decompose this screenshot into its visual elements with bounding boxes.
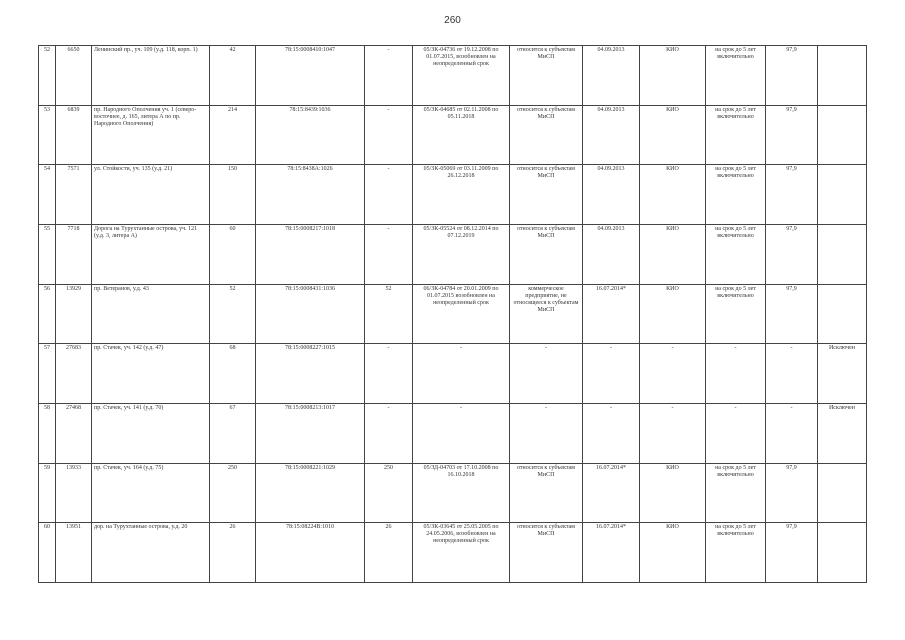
cell-term: - bbox=[706, 403, 766, 463]
cell-address: Дорога на Турухтанные острова, уч. 121 (у.д. 3, литера А) bbox=[92, 224, 210, 284]
cell-term: на срок до 5 лет включительно bbox=[706, 224, 766, 284]
cell-area: 250 bbox=[210, 463, 256, 523]
cell-address: ул. Стойкости, уч. 135 (у.д. 21) bbox=[92, 165, 210, 225]
cell-object-code: 7718 bbox=[56, 224, 92, 284]
cell-lease-contract: 05/ЗК-04685 от 02.11.2008 по 05.11.2018 bbox=[413, 105, 510, 165]
cell-note bbox=[818, 105, 867, 165]
cell-cadastral-number: 78:15:8439:1036 bbox=[256, 105, 365, 165]
cell-area: 68 bbox=[210, 344, 256, 404]
cell-row-number: 55 bbox=[39, 224, 56, 284]
cell-agency: КИО bbox=[640, 165, 706, 225]
cell-object-code: 6650 bbox=[56, 46, 92, 106]
cell-cadastral-number: 78:15:0008217:1018 bbox=[256, 224, 365, 284]
cell-leased-area: - bbox=[365, 344, 413, 404]
registry-table bbox=[38, 45, 867, 583]
cell-date: - bbox=[583, 403, 640, 463]
cell-tenant-status: относится к субъектам МиСП bbox=[510, 105, 583, 165]
cell-cadastral-number: 78:15:0008227:1015 bbox=[256, 344, 365, 404]
cell-area: 67 bbox=[210, 403, 256, 463]
cell-percent: 97,9 bbox=[766, 165, 818, 225]
cell-note: Исключен bbox=[818, 403, 867, 463]
table-row bbox=[39, 46, 867, 106]
cell-note bbox=[818, 224, 867, 284]
cell-area: 214 bbox=[210, 105, 256, 165]
cell-date: 04.09.2013 bbox=[583, 105, 640, 165]
cell-date: 04.09.2013 bbox=[583, 165, 640, 225]
cell-tenant-status: относится к субъектам МиСП bbox=[510, 523, 583, 583]
cell-cadastral-number: 78:15:0008221:1029 bbox=[256, 463, 365, 523]
cell-address: Ленинский пр., уч. 109 (у.д. 118, корп. 1) bbox=[92, 46, 210, 106]
cell-cadastral-number: 78:15:0008213:1017 bbox=[256, 403, 365, 463]
cell-leased-area: 250 bbox=[365, 463, 413, 523]
cell-cadastral-number: 78:15:8438А:1026 bbox=[256, 165, 365, 225]
cell-object-code: 27468 bbox=[56, 403, 92, 463]
cell-note bbox=[818, 46, 867, 106]
cell-note bbox=[818, 284, 867, 344]
table-row bbox=[39, 523, 867, 583]
cell-lease-contract: 06/ЗК-04784 от 20.01.2009 по 01.07.2015 возобновлен на неопределенный срок bbox=[413, 284, 510, 344]
cell-tenant-status: - bbox=[510, 344, 583, 404]
cell-tenant-status: относится к субъектам МиСП bbox=[510, 165, 583, 225]
cell-address: пр. Стачек, уч. 164 (у.д. 75) bbox=[92, 463, 210, 523]
cell-agency: КИО bbox=[640, 284, 706, 344]
cell-percent: 97,9 bbox=[766, 224, 818, 284]
cell-row-number: 54 bbox=[39, 165, 56, 225]
table-row bbox=[39, 224, 867, 284]
cell-date: 16.07.2014* bbox=[583, 523, 640, 583]
cell-percent: 97,9 bbox=[766, 105, 818, 165]
cell-leased-area: - bbox=[365, 403, 413, 463]
cell-object-code: 13929 bbox=[56, 284, 92, 344]
table-row bbox=[39, 165, 867, 225]
cell-address: пр. Стачек, уч. 141 (у.д. 70) bbox=[92, 403, 210, 463]
cell-term: на срок до 5 лет включительно bbox=[706, 105, 766, 165]
cell-row-number: 59 bbox=[39, 463, 56, 523]
cell-percent: - bbox=[766, 403, 818, 463]
cell-date: 16.07.2014* bbox=[583, 463, 640, 523]
cell-tenant-status: относится к субъектам МиСП bbox=[510, 463, 583, 523]
cell-lease-contract: 05/ЗД-04703 от 17.10.2008 по 16.10.2018 bbox=[413, 463, 510, 523]
cell-address: дор. на Турухтанные острова, у.д. 20 bbox=[92, 523, 210, 583]
cell-note bbox=[818, 523, 867, 583]
table-row bbox=[39, 284, 867, 344]
cell-percent: 97,9 bbox=[766, 284, 818, 344]
cell-object-code: 13933 bbox=[56, 463, 92, 523]
cell-lease-contract: 05/ЗК-04736 от 19.12.2008 по 01.07.2015, возобновлен на неопределенный срок bbox=[413, 46, 510, 106]
cell-address: пр. Стачек, уч. 142 (у.д. 47) bbox=[92, 344, 210, 404]
cell-agency: КИО bbox=[640, 46, 706, 106]
table-row bbox=[39, 463, 867, 523]
cell-object-code: 13951 bbox=[56, 523, 92, 583]
table-row bbox=[39, 105, 867, 165]
cell-agency: - bbox=[640, 344, 706, 404]
cell-date: 16.07.2014* bbox=[583, 284, 640, 344]
table-row bbox=[39, 344, 867, 404]
cell-lease-contract: - bbox=[413, 403, 510, 463]
cell-leased-area: - bbox=[365, 224, 413, 284]
cell-agency: - bbox=[640, 403, 706, 463]
cell-row-number: 60 bbox=[39, 523, 56, 583]
cell-note bbox=[818, 165, 867, 225]
cell-leased-area: - bbox=[365, 165, 413, 225]
cell-percent: - bbox=[766, 344, 818, 404]
cell-leased-area: - bbox=[365, 105, 413, 165]
cell-lease-contract: 05/ЗК-05069 от 03.11.2009 по 26.12.2018 bbox=[413, 165, 510, 225]
cell-leased-area: - bbox=[365, 46, 413, 106]
cell-tenant-status: относится к субъектам МиСП bbox=[510, 46, 583, 106]
cell-object-code: 6839 bbox=[56, 105, 92, 165]
cell-object-code: 7571 bbox=[56, 165, 92, 225]
cell-term: на срок до 5 лет включительно bbox=[706, 165, 766, 225]
cell-row-number: 58 bbox=[39, 403, 56, 463]
cell-row-number: 53 bbox=[39, 105, 56, 165]
cell-term: - bbox=[706, 344, 766, 404]
cell-note bbox=[818, 463, 867, 523]
cell-agency: КИО bbox=[640, 523, 706, 583]
table-row bbox=[39, 403, 867, 463]
cell-row-number: 57 bbox=[39, 344, 56, 404]
cell-address: пр. Ветеранов, у.д. 43 bbox=[92, 284, 210, 344]
cell-lease-contract: 05/ЗК-03645 от 25.05.2005 по 24.05.2006, возобновлен на неопределенный срок bbox=[413, 523, 510, 583]
cell-agency: КИО bbox=[640, 105, 706, 165]
cell-object-code: 27683 bbox=[56, 344, 92, 404]
cell-term: на срок до 5 лет включительно bbox=[706, 523, 766, 583]
cell-area: 42 bbox=[210, 46, 256, 106]
page-number: 260 bbox=[444, 15, 461, 26]
cell-term: на срок до 5 лет включительно bbox=[706, 463, 766, 523]
cell-tenant-status: относится к субъектам МиСП bbox=[510, 224, 583, 284]
cell-percent: 97,9 bbox=[766, 523, 818, 583]
cell-tenant-status: - bbox=[510, 403, 583, 463]
cell-note: Исключен bbox=[818, 344, 867, 404]
cell-term: на срок до 5 лет включительно bbox=[706, 284, 766, 344]
cell-date: 04.09.2013 bbox=[583, 224, 640, 284]
cell-cadastral-number: 78:15:08224В:1010 bbox=[256, 523, 365, 583]
cell-cadastral-number: 78:15:0008431:1036 bbox=[256, 284, 365, 344]
cell-area: 52 bbox=[210, 284, 256, 344]
cell-date: - bbox=[583, 344, 640, 404]
cell-lease-contract: 05/ЗК-05524 от 08.12.2014 по 07.12.2019 bbox=[413, 224, 510, 284]
cell-address: пр. Народного Ополчения уч. 1 (северо-восточнее, д. 165, литера А по пр. Народного Ополчения) bbox=[92, 105, 210, 165]
cell-date: 04.09.2013 bbox=[583, 46, 640, 106]
cell-row-number: 52 bbox=[39, 46, 56, 106]
cell-row-number: 56 bbox=[39, 284, 56, 344]
cell-percent: 97,9 bbox=[766, 463, 818, 523]
cell-term: на срок до 5 лет включительно bbox=[706, 46, 766, 106]
cell-area: 150 bbox=[210, 165, 256, 225]
cell-tenant-status: коммерческое предприятие, не относящееся к субъектам МиСП bbox=[510, 284, 583, 344]
cell-area: 60 bbox=[210, 224, 256, 284]
cell-agency: КИО bbox=[640, 463, 706, 523]
cell-lease-contract: - bbox=[413, 344, 510, 404]
cell-agency: КИО bbox=[640, 224, 706, 284]
cell-area: 26 bbox=[210, 523, 256, 583]
cell-leased-area: 52 bbox=[365, 284, 413, 344]
cell-cadastral-number: 78:15:0008410:1047 bbox=[256, 46, 365, 106]
cell-percent: 97,9 bbox=[766, 46, 818, 106]
cell-leased-area: 26 bbox=[365, 523, 413, 583]
